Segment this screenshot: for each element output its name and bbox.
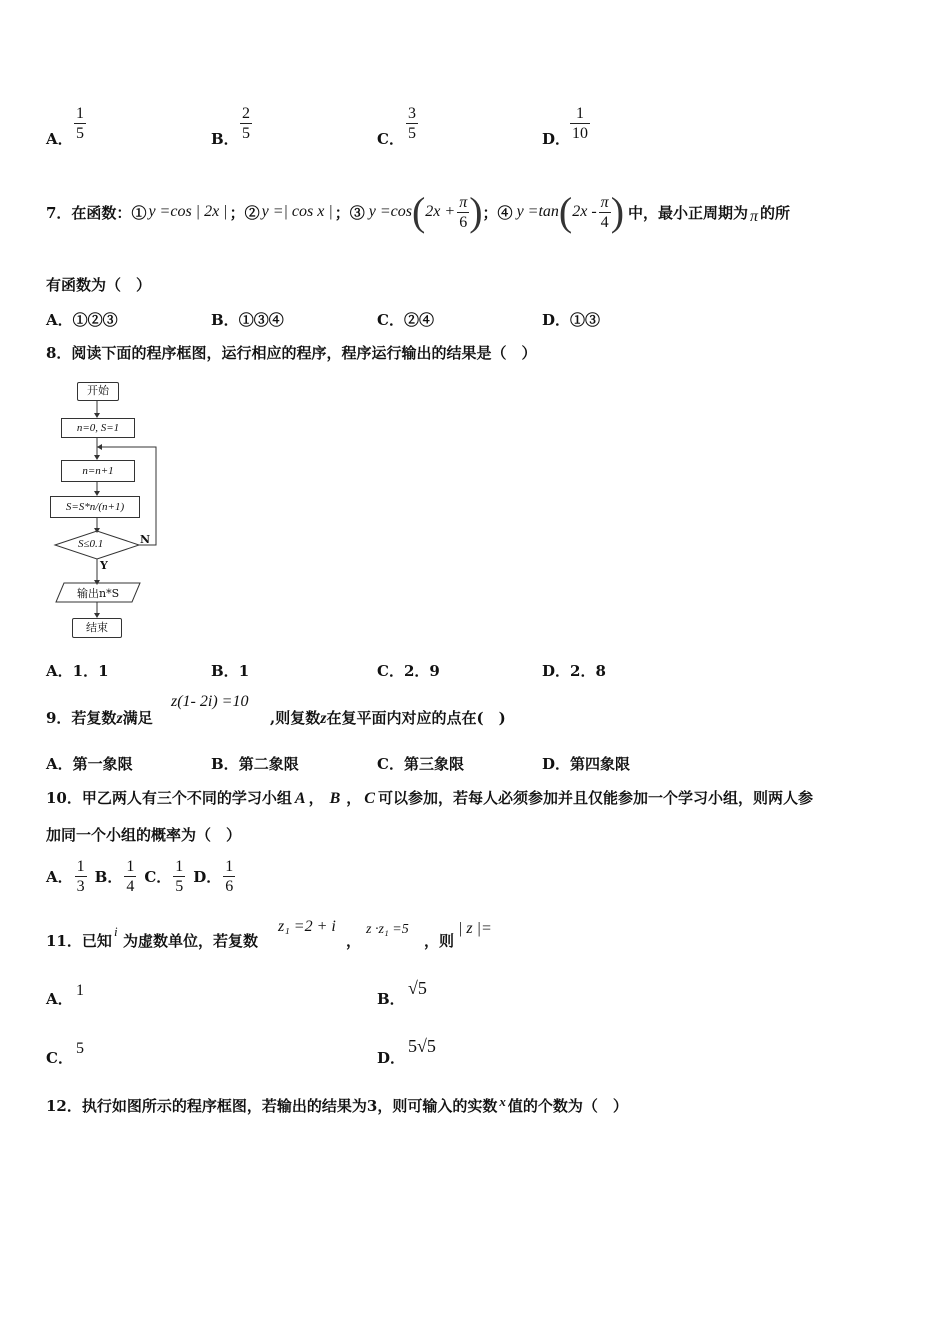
q9-option-a: A．第一象限 bbox=[46, 755, 133, 773]
q8-option-c: C．2．9 bbox=[377, 662, 440, 680]
q9-option-b: B．第二象限 bbox=[211, 755, 299, 773]
q10-stem: 10．甲乙两人有三个不同的学习小组 A ， B ， C 可以参加，若每人必须参加并且仅能参加一个学习小组，则两人参 bbox=[46, 789, 813, 807]
q11-stem-pre: 11．已知 bbox=[46, 932, 112, 950]
q9-stem-post: ,则复数z在复平面内对应的点在( ) bbox=[270, 709, 506, 727]
q6-option-b-label: B． bbox=[211, 130, 239, 148]
q7-option-c: C．②④ bbox=[377, 311, 434, 329]
q11-option-d-label: D． bbox=[377, 1049, 406, 1067]
q11-option-a-value: 1 bbox=[76, 982, 84, 999]
q8-option-a: A．1．1 bbox=[46, 662, 109, 680]
flow-yes: Y bbox=[100, 559, 108, 572]
flow-update: S=S*n/(n+1) bbox=[50, 496, 140, 518]
q11-then: ，则 bbox=[424, 932, 455, 950]
q11-eq2: z ·z₁ =5 bbox=[366, 922, 409, 937]
q11-i: i bbox=[114, 924, 118, 939]
q7-stem: 7．在函数：① y =cos | 2x | ；② y =| cos x | ；③ y =cos ( 2x + $\frac{\pi}{6}$ ) ；④ y =tan ( 2x - $\frac{\pi}{4}$ ) 中，最小正周期为 π 的所 bbox=[46, 189, 791, 234]
q6-option-d-label: D． bbox=[542, 130, 571, 148]
flow-output: 输出n*S bbox=[77, 587, 120, 600]
flow-end: 结束 bbox=[72, 618, 122, 638]
q8-option-d: D．2．8 bbox=[542, 662, 606, 680]
q9-option-c: C．第三象限 bbox=[377, 755, 464, 773]
q7-option-d: D．①③ bbox=[542, 311, 601, 329]
q6-option-a-fraction: $\frac{1}{5}$ bbox=[76, 105, 84, 142]
flow-no: N bbox=[140, 533, 151, 546]
q12-stem: 12．执行如图所示的程序框图，若输出的结果为3，则可输入的实数 x 值的个数为（ ） bbox=[46, 1094, 628, 1115]
q11-option-a-label: A． bbox=[46, 990, 73, 1008]
q9-option-d: D．第四象限 bbox=[542, 755, 631, 773]
flow-cond: S≤0.1 bbox=[78, 538, 104, 550]
q11-stem-mid: 为虚数单位，若复数 bbox=[123, 932, 259, 950]
q8-flowchart bbox=[50, 378, 170, 640]
q11-option-d-value: 5√5 bbox=[408, 1036, 436, 1056]
q9-equation: z(1- 2i) =10 bbox=[171, 693, 249, 710]
q8-stem: 8．阅读下面的程序框图，运行相应的程序，程序运行输出的结果是（ ） bbox=[46, 344, 537, 362]
q8-option-b: B．1 bbox=[211, 662, 250, 680]
q11-eq1: z₁ =2 + i bbox=[278, 918, 336, 935]
flow-start: 开始 bbox=[77, 382, 119, 401]
q11-option-c-label: C． bbox=[46, 1049, 73, 1067]
q11-option-b-label: B． bbox=[377, 990, 405, 1008]
q7-option-b: B．①③④ bbox=[211, 311, 284, 329]
q7-option-a: A．①②③ bbox=[46, 311, 118, 329]
q11-option-c-value: 5 bbox=[76, 1040, 84, 1057]
q6-option-c-label: C． bbox=[377, 130, 404, 148]
q10-options: A． $\frac{1}{3}$ B． $\frac{1}{4}$ C． $\frac{1}{5}$ D． $\frac{1}{6}$ bbox=[46, 858, 234, 895]
q6-option-a-label: A． bbox=[46, 130, 73, 148]
q10-stem-line2: 加同一个小组的概率为（ ） bbox=[46, 826, 242, 844]
flow-init: n=0, S=1 bbox=[61, 418, 135, 438]
flow-step: n=n+1 bbox=[61, 460, 135, 482]
q9-stem-pre: 9．若复数z满足 bbox=[46, 709, 153, 727]
q11-option-b-value: √5 bbox=[408, 978, 427, 998]
q11-comma: ， bbox=[346, 932, 362, 950]
q6-option-c-fraction: $\frac{3}{5}$ bbox=[408, 105, 416, 142]
q6-option-b-fraction: $\frac{2}{5}$ bbox=[242, 105, 250, 142]
q7-stem-line2: 有函数为（ ） bbox=[46, 276, 152, 294]
q11-abs: | z |= bbox=[458, 920, 492, 937]
q6-option-d-fraction: $\frac{1}{10}$ bbox=[572, 105, 588, 142]
